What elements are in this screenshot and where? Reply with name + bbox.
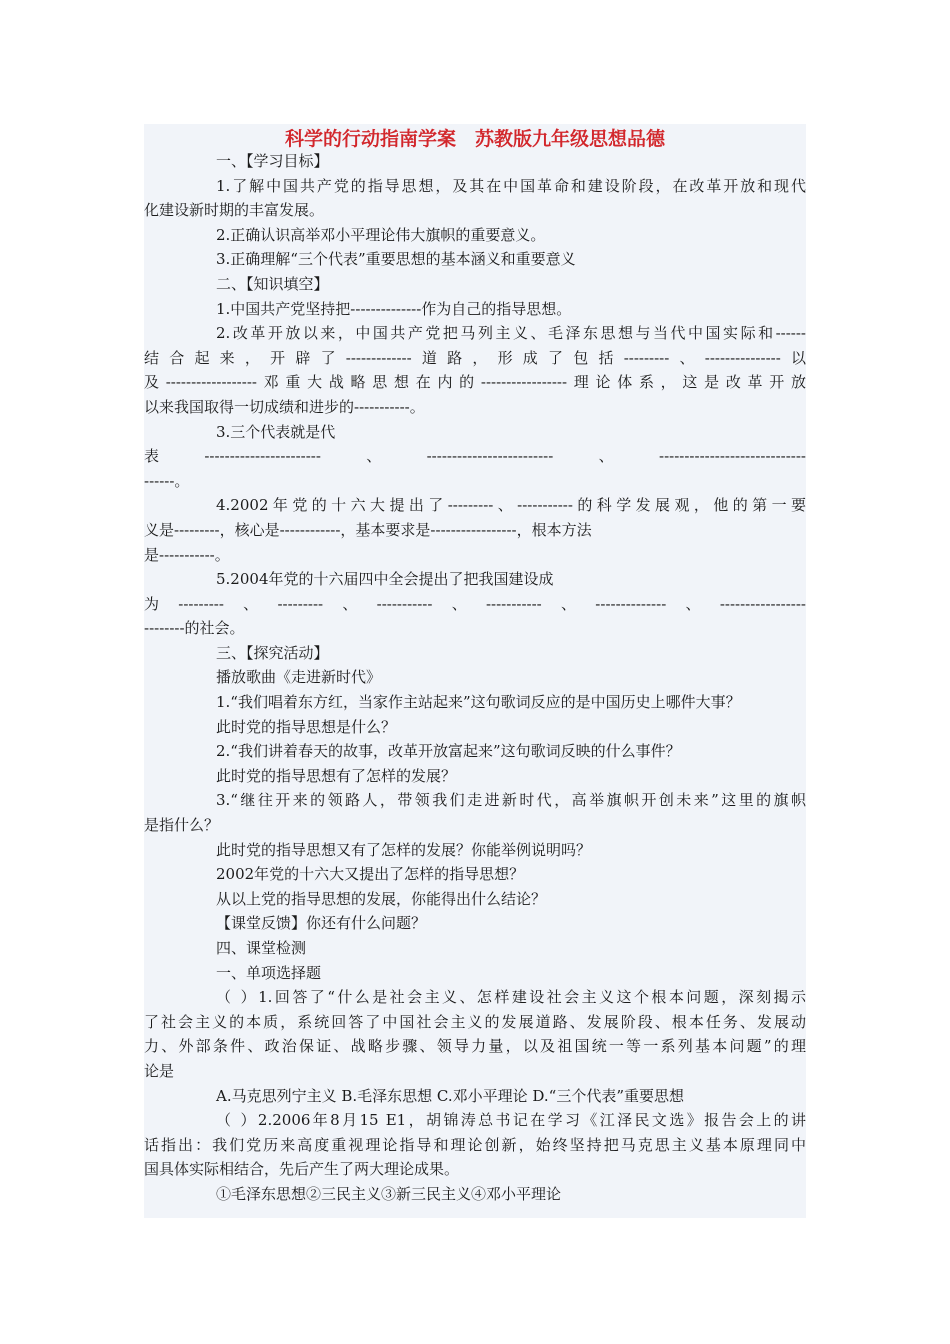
question-line: 国具体实际相结合，先后产生了两大理论成果。 (144, 1160, 460, 1179)
section-heading-test: 四、课堂检测 (216, 939, 307, 957)
text-line: --------的社会。 (144, 619, 245, 638)
text-line: 结合起来，开辟了-------------道路，形成了包括---------、---------------以 (144, 348, 806, 367)
text-line: 3.正确理解“三个代表”重要思想的基本涵义和重要意义 (216, 250, 576, 269)
question-line: 论是 (144, 1061, 175, 1080)
text-line: 此时党的指导思想又有了怎样的发展？你能举例说明吗？ (216, 840, 592, 859)
text-line: 为---------、---------、-----------、-----------、--------------、----------------- (144, 594, 806, 613)
text-line: 2.改革开放以来，中国共产党把马列主义、毛泽东思想与当代中国实际和------ (216, 324, 806, 343)
text-line: 化建设新时期的丰富发展。 (144, 201, 325, 220)
text-line: ------。 (144, 471, 190, 490)
question-line: 话指出：我们党历来高度重视理论指导和理论创新，始终坚持把马克思主义基本原理同中 (144, 1135, 806, 1154)
question-line: 了社会主义的本质，系统回答了中国社会主义的发展道路、发展阶段、根本任务、发展动 (144, 1012, 806, 1031)
question-line: 力、外部条件、政治保证、战略步骤、领导力量，以及祖国统一等一系列基本问题”的理 (144, 1037, 806, 1056)
answer-options: A.马克思列宁主义 B.毛泽东思想 C.邓小平理论 D.“三个代表”重要思想 (216, 1086, 685, 1105)
text-line: 1.“我们唱着东方红，当家作主站起来”这句歌词反应的是中国历史上哪件大事？ (216, 693, 741, 712)
text-line: 义是---------，核心是------------，基本要求是-----------------，根本方法 (144, 520, 592, 539)
question-line: （ ）1.回答了“什么是社会主义、怎样建设社会主义这个根本问题，深刻揭示 (216, 988, 806, 1007)
text-line: 以来我国取得一切成绩和进步的-----------。 (144, 397, 425, 416)
text-line: 5.2004年党的十六届四中全会提出了把我国建设成 (216, 570, 554, 589)
document-page (144, 124, 806, 1218)
section-heading-activity: 三、【探究活动】 (216, 643, 329, 662)
document-body (144, 149, 806, 1207)
text-line: 从以上党的指导思想的发展，你能得出什么结论？ (216, 889, 547, 908)
document-title: 科学的行动指南学案 苏教版九年级思想品德 (284, 128, 665, 150)
text-line: 1.了解中国共产党的指导思想，及其在中国革命和建设阶段，在改革开放和现代 (216, 176, 806, 195)
text-line: 及------------------邓重大战略思想在内的-----------------理论体系，这是改革开放 (144, 373, 806, 392)
text-line: 此时党的指导思想有了怎样的发展？ (216, 766, 457, 785)
text-line: 3.“继往开来的领路人，带领我们走进新时代，高举旗帜开创未来”这里的旗帜 (216, 791, 806, 810)
question-line: （ ）2.2006年8月15 E1，胡锦涛总书记在学习《江泽民文选》报告会上的讲 (216, 1111, 806, 1130)
text-line: 1.中国共产党坚持把--------------作为自己的指导思想。 (216, 299, 572, 318)
text-line: 播放歌曲《走进新时代》 (216, 668, 382, 687)
text-line: 2.正确认识高举邓小平理论伟大旗帜的重要意义。 (216, 225, 546, 244)
section-heading-objectives: 一、【学习目标】 (216, 152, 329, 170)
text-line: 是-----------。 (144, 545, 230, 564)
text-line: 此时党的指导思想是什么？ (216, 717, 397, 736)
text-line: 【课堂反馈】你还有什么问题？ (216, 914, 427, 933)
section-heading-fill-in: 二、【知识填空】 (216, 274, 329, 293)
text-line: 3.三个代表就是代 (216, 422, 336, 441)
text-line: 2002年党的十六大又提出了怎样的指导思想？ (216, 865, 525, 884)
answer-options: ①毛泽东思想②三民主义③新三民主义④邓小平理论 (216, 1184, 562, 1203)
section-heading-choice: 一、单项选择题 (216, 963, 322, 982)
text-line: 是指什么？ (144, 816, 220, 835)
text-line: 4.2002年党的十六大提出了---------、-----------的科学发展观，他的第一要 (216, 496, 806, 515)
text-line: 2.“我们讲着春天的故事，改革开放富起来”这句歌词反映的什么事件？ (216, 742, 681, 761)
text-line: 表-----------------------、-------------------------、----------------------------- (144, 447, 806, 466)
